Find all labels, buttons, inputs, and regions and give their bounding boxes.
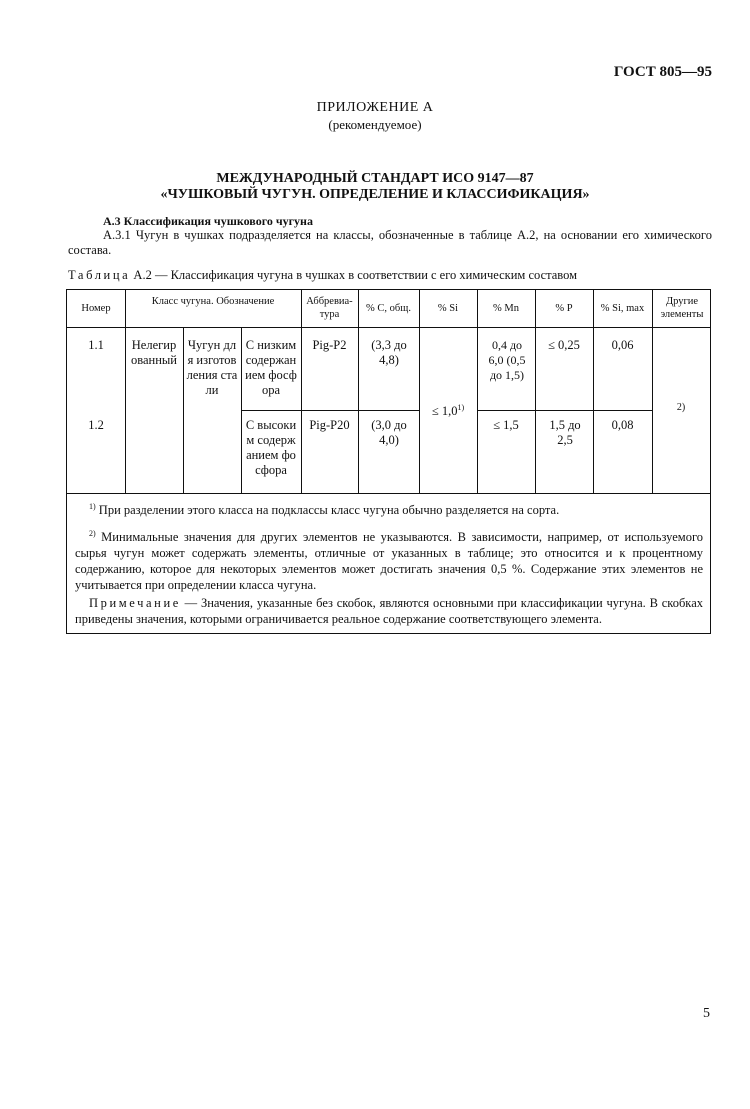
table-note [75, 595, 703, 627]
footnote-2-text: Минимальные значения для других элементов не указываются. В зависимости, например, от используемого сырья чугун может содержать элементы, отличные от указанных в таблице; это относится и к процентному содержанию, которое для некоторых элементов может достигать значения 0,5 %. Содержание этих элементов не учитывается при определении класса чугуна. [75, 530, 704, 593]
header-number: Номер [81, 303, 111, 314]
silicon-merged [419, 400, 477, 419]
table-caption-label: Таблица [68, 268, 131, 282]
subclass-high-phosphorus: С высоким содержанием фосфора [245, 418, 297, 477]
note-text: — Значения, указанные без скобок, являются основными при классификации чугуна. В скобках приведены значения, которыми ограничивается реальное содержание соответствующего элемента. [75, 596, 703, 626]
note-label: Примечание [89, 596, 181, 610]
footnote-1 [75, 499, 703, 518]
phosphorus-row-1: ≤ 0,25 [548, 338, 580, 352]
abbreviation-p20: Pig-P20 [309, 418, 350, 432]
silicon-value: ≤ 1,0 [431, 404, 458, 419]
header-silicon: % Si [437, 303, 459, 314]
header-manganese: % Mn [493, 303, 519, 314]
standard-title-line-2: «ЧУШКОВЫЙ ЧУГУН. ОПРЕДЕЛЕНИЕ И КЛАССИФИКАЦИЯ» [160, 187, 590, 202]
silicon-max-row-2: 0,08 [611, 418, 634, 432]
silicon-max-row-1: 0,06 [611, 338, 634, 352]
document-code: ГОСТ 805—95 [613, 64, 712, 80]
table-caption [68, 268, 718, 283]
header-phosphorus: % P [555, 303, 573, 314]
table-caption-text: А.2 — Классификация чугуна в чушках в соответствии с его химическим составом [130, 268, 578, 282]
appendix-subtitle: (рекомендуемое) [328, 117, 422, 132]
other-elements-value: 2) [676, 402, 686, 413]
standard-title-line-1: МЕЖДУНАРОДНЫЙ СТАНДАРТ ИСО 9147—87 [216, 171, 534, 186]
carbon-row-2: (3,0 до 4,0) [371, 418, 407, 447]
manganese-row-2: ≤ 1,5 [493, 418, 519, 432]
class-purpose: Чугун для изготовления стали [186, 338, 238, 397]
abbreviation-p2: Pig-P2 [312, 338, 347, 352]
section-paragraph: А.3.1 Чугун в чушках подразделяется на классы, обозначенные в таблице А.2, на основании его химического состава. [68, 228, 712, 257]
appendix-title: ПРИЛОЖЕНИЕ А [316, 100, 434, 115]
footnote-2-mark: 2) [89, 529, 96, 538]
manganese-row-1: 0,4 до 6,0 (0,5 до 1,5) [488, 338, 526, 382]
header-carbon: % C, общ. [366, 303, 411, 314]
page-number: 5 [703, 1006, 710, 1021]
footnote-2 [75, 526, 703, 593]
header-class: Класс чугуна. Обозначение [151, 296, 275, 307]
footnote-1-mark: 1) [89, 502, 96, 511]
classification-table [66, 289, 711, 634]
row-number-1-1: 1.1 [88, 338, 104, 352]
section-heading: А.3 Классификация чушкового чугуна [103, 214, 313, 228]
row-number-1-2: 1.2 [88, 418, 104, 432]
class-main: Нелегированный [130, 338, 177, 367]
header-silicon-max: % Si, max [600, 303, 645, 314]
phosphorus-row-2: 1,5 до 2,5 [549, 418, 581, 447]
header-other-elements: Другие элементы [660, 296, 704, 320]
carbon-row-1: (3,3 до 4,8) [371, 338, 407, 367]
silicon-footnote-ref: 1) [457, 403, 465, 412]
subclass-low-phosphorus: С низким содержанием фосфора [245, 338, 297, 397]
header-abbreviation: Аббревиа-тура [306, 296, 353, 320]
footnote-1-text: При разделении этого класса на подклассы класс чугуна обычно разделяется на сорта. [98, 503, 560, 518]
